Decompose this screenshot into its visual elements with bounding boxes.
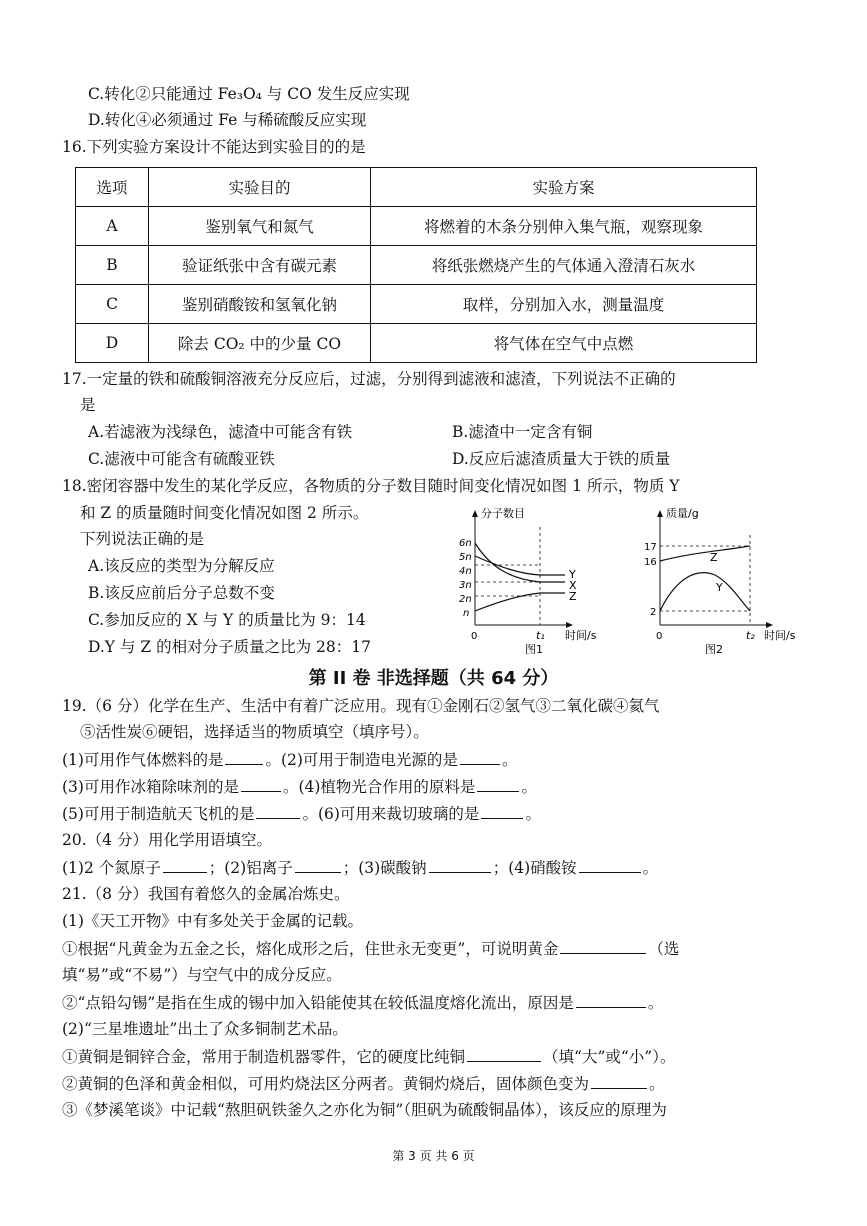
table-row [76,324,757,363]
q21-item-2-text: ②“点铅勾锡”是指在生成的锡中加入铅能使其在较低温度熔化流出，原因是 [62,994,574,1012]
blank-19-2[interactable] [460,749,500,765]
q21-item-4 [62,1073,665,1094]
curve-y [660,573,750,611]
q19-part-5: (5)可用于制造航天飞机的是 [62,805,255,823]
tick-label: 4n [459,566,472,577]
series-label-z: Z [710,551,718,564]
table-cell: 鉴别硝酸铵和氢氧化钠 [149,285,371,324]
t1-label: t₁ [536,629,545,642]
blank-21-3[interactable] [467,1046,541,1062]
series-label-x: X [569,579,577,592]
q17-stem-line1: 17.一定量的铁和硫酸铜溶液充分反应后，过滤，分别得到滤液和滤渣，下列说法不正确的 [62,370,676,388]
tick-label: 16 [644,557,657,568]
table-cell: 取样，分别加入水，测量温度 [371,285,757,324]
curve-x [475,543,565,582]
q18-stem-line2: 和 Z 的质量随时间变化情况如图 2 所示。 [80,504,369,522]
q21-item-4-text: ②黄铜的色泽和黄金相似，可用灼烧法区分两者。黄铜灼烧后，固体颜色变为 [62,1075,590,1093]
tick-label: 2 [650,607,657,618]
figure-1-caption: 图1 [525,643,543,655]
table-cell: 除去 CO₂ 中的少量 CO [149,324,371,363]
curve-z [660,546,750,561]
q17-option-a: A.若滤液为浅绿色，滤渣中可能含有铁 [88,423,353,441]
origin-label: 0 [656,631,663,642]
q15-option-d: D.转化④必须通过 Fe 与稀硫酸反应实现 [88,111,367,129]
header-option: 选项 [76,168,149,207]
series-label-z: Z [569,590,577,603]
table-header-row [76,168,757,207]
table-cell: 鉴别氧气和氮气 [149,207,371,246]
blank-20-1[interactable] [163,857,207,873]
table-row [76,207,757,246]
y-axis-label: 质量/g [666,507,699,520]
blank-19-1[interactable] [225,749,263,765]
figure-2 [630,505,805,655]
q17-option-b: B.滤渣中一定含有铜 [452,423,593,441]
table-cell: D [76,324,149,363]
q17-option-d: D.反应后滤渣质量大于铁的质量 [452,450,671,468]
tick-label: n [463,608,470,619]
figure-2-caption: 图2 [705,643,723,655]
curve-y [475,556,565,575]
q15-option-c: C.转化②只能通过 Fe₃O₄ 与 CO 发生反应实现 [88,85,410,103]
q21-item-1 [62,938,679,959]
line-end: 。 [525,805,541,823]
blank-20-2[interactable] [295,857,341,873]
header-purpose: 实验目的 [149,168,371,207]
tick-label: 2n [459,594,472,605]
line-end: 。 [521,778,537,796]
q17-option-c: C.滤液中可能含有硫酸亚铁 [88,450,275,468]
blank-20-3[interactable] [429,857,491,873]
series-label-y: Y [716,581,723,594]
table-cell: A [76,207,149,246]
q19-line2 [62,776,537,797]
x-axis-label: 时间/s [764,629,796,642]
q19-part-4: 。(4)植物光合作用的原料是 [282,778,476,796]
blank-19-4[interactable] [477,776,519,792]
line-end: 。 [501,751,518,769]
q18-option-b: B.该反应前后分子总数不变 [88,584,275,602]
q18-option-d: D.Y 与 Z 的相对分子质量之比为 28：17 [88,638,371,656]
tick-label: 3n [459,580,472,591]
table-cell: B [76,246,149,285]
q20-part-3: ；(3)碳酸钠 [342,859,427,877]
table-cell: 将气体在空气中点燃 [371,324,757,363]
blank-19-6[interactable] [481,803,523,819]
y-axis-label: 分子数目 [481,507,525,520]
table-cell: 验证纸张中含有碳元素 [149,246,371,285]
q17-stem-line2: 是 [80,396,96,414]
q19-stem-line2: ⑤活性炭⑥硬铝，选择适当的物质填空（填序号）。 [80,723,429,741]
blank-19-5[interactable] [256,803,300,819]
q18-stem-line3: 下列说法正确的是 [80,530,205,548]
q19-part-6: 。(6)可用来裁切玻璃的是 [302,805,480,823]
q21-item-3 [62,1046,675,1067]
q20-line [62,857,658,878]
blank-21-1[interactable] [560,938,646,954]
q16-stem: 16.下列实验方案设计不能达到实验目的的是 [62,138,366,156]
t2-label: t₂ [746,629,755,642]
q21-sub-2: (2)“三星堆遗址”出土了众多铜制艺术品。 [62,1020,348,1038]
tick-label: 17 [644,542,657,553]
q21-item-1-text: ①根据“凡黄金为五金之长，熔化成形之后，住世永无变更”，可说明黄金 [62,940,559,958]
q19-part-3: (3)可用作冰箱除味剂的是 [62,778,239,796]
blank-20-4[interactable] [579,857,641,873]
q21-item-1-tail: （选 [648,940,680,958]
q18-option-a: A.该反应的类型为分解反应 [88,557,275,575]
tick-label: 6n [459,538,472,549]
q19-line3 [62,803,541,824]
q19-stem-line1: 19.（6 分）化学在生产、生活中有着广泛应用。现有①金刚石②氢气③二氧化碳④氦气 [62,697,660,715]
table-cell: 将纸张燃烧产生的气体通入澄清石灰水 [371,246,757,285]
blank-19-3[interactable] [241,776,281,792]
q20-part-1: (1)2 个氮原子 [62,859,161,877]
q21-item-2 [62,992,663,1013]
table-row [76,246,757,285]
q19-part-2: 。(2)可用于制造电光源的是 [265,751,458,769]
q20-part-2: ；(2)铝离子 [208,859,293,877]
blank-21-2[interactable] [576,992,646,1008]
figure-1 [445,505,620,655]
series-label-y: Y [569,568,576,581]
q21-item-1-cont: 填“易”或“不易”）与空气中的成分反应。 [62,966,342,984]
q19-line1 [62,749,517,770]
q21-item-3-text: ①黄铜是铜锌合金，常用于制造机器零件，它的硬度比纯铜 [62,1048,466,1066]
table-cell: C [76,285,149,324]
line-end: 。 [649,1075,665,1093]
section-title: 第 II 卷 非选择题（共 64 分） [308,668,559,689]
table-cell: 将燃着的木条分别伸入集气瓶，观察现象 [371,207,757,246]
q21-sub-1: (1)《天工开物》中有多处关于金属的记载。 [62,912,363,930]
header-plan: 实验方案 [371,168,757,207]
page-footer: 第 3 页 共 6 页 [392,1149,475,1163]
line-end: 。 [642,859,659,877]
tick-label: 5n [459,552,472,563]
blank-21-4[interactable] [591,1073,647,1089]
q16-table [75,167,757,363]
q18-stem-line1: 18.密闭容器中发生的某化学反应，各物质的分子数目随时间变化情况如图 1 所示，物质 Y [62,477,680,495]
line-end: 。 [647,994,664,1012]
q20-stem: 20.（4 分）用化学用语填空。 [62,831,272,849]
q21-item-5: ③《梦溪笔谈》中记载“熬胆矾铁釜久之亦化为铜”（胆矾为硫酸铜晶体），该反应的原理为 [62,1101,667,1119]
table-row [76,285,757,324]
q19-part-1: (1)可用作气体燃料的是 [62,751,224,769]
q18-option-c: C.参加反应的 X 与 Y 的质量比为 9：14 [88,611,366,629]
q21-stem: 21.（8 分）我国有着悠久的金属冶炼史。 [62,885,350,903]
q20-part-4: ；(4)硝酸铵 [492,859,577,877]
origin-label: 0 [471,631,478,642]
q21-item-3-tail: （填“大”或“小”）。 [543,1048,676,1066]
x-axis-label: 时间/s [565,629,597,642]
